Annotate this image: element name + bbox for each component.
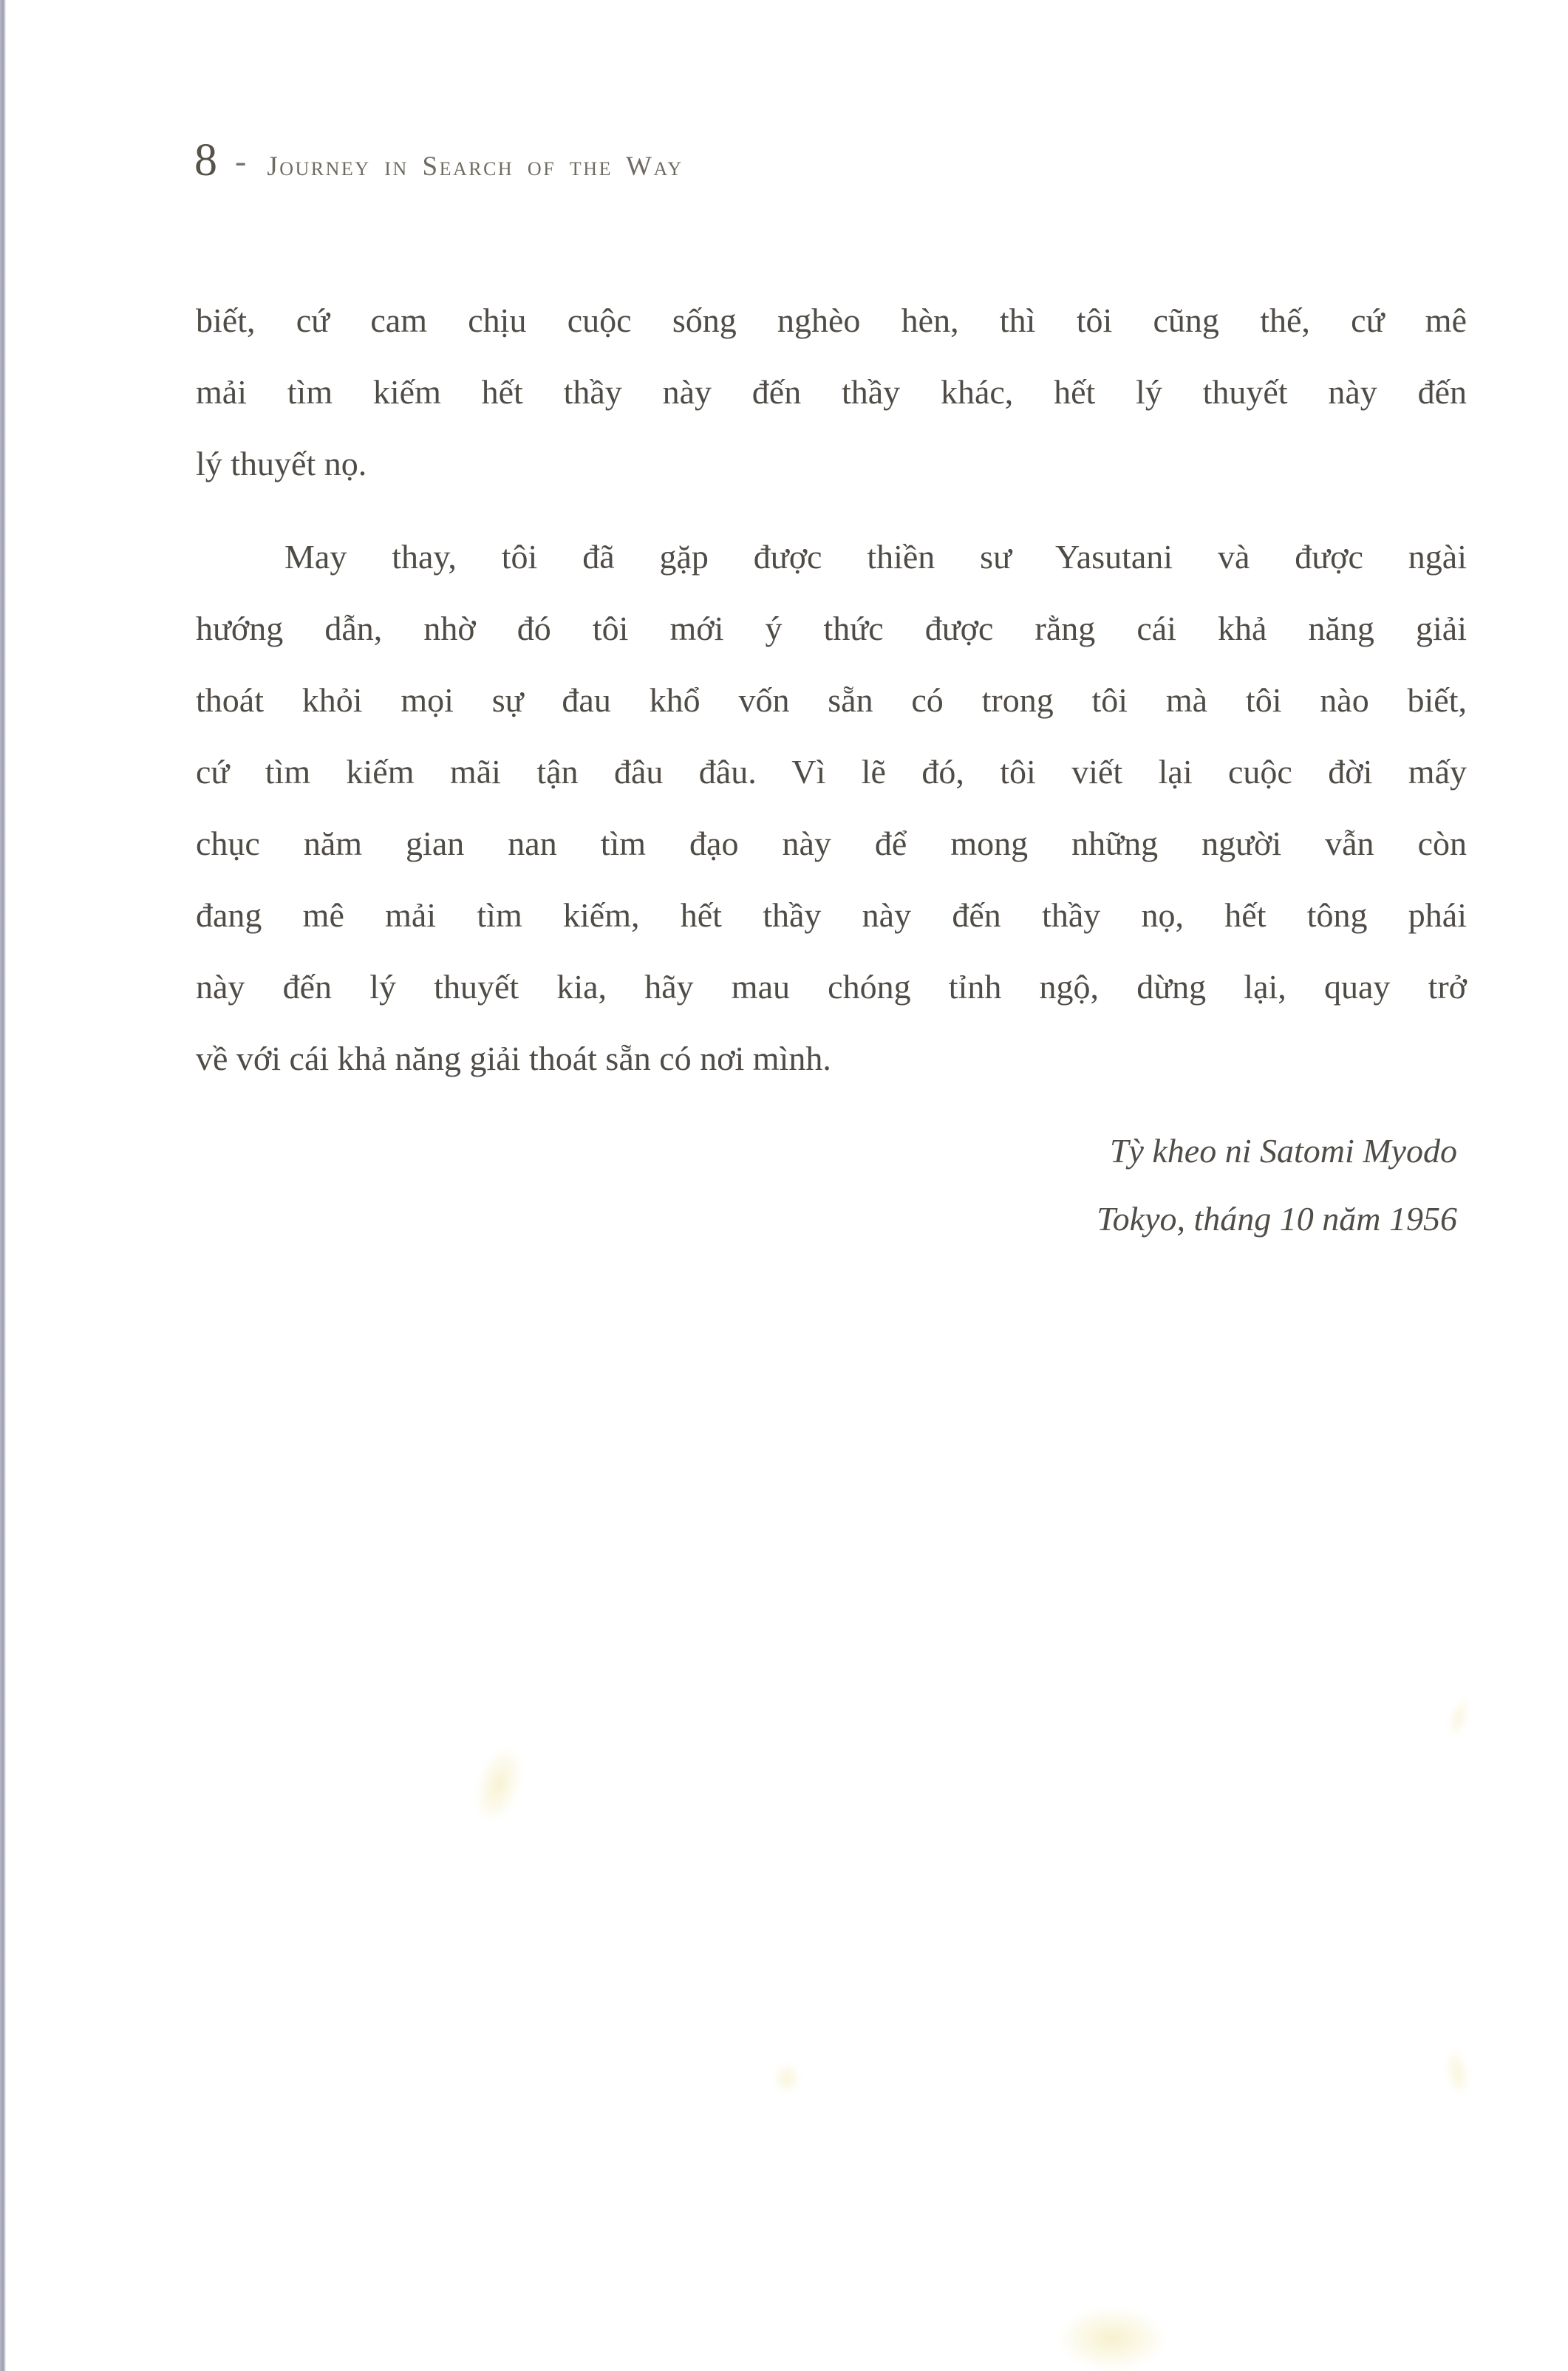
signature-place-date: Tokyo, tháng 10 năm 1956 <box>1097 1200 1457 1238</box>
body-line: hướng dẫn, nhờ đó tôi mới ý thức được rằng cái khả năng giải <box>196 610 1467 647</box>
body-line: cứ tìm kiếm mãi tận đâu đâu. Vì lẽ đó, tôi viết lại cuộc đời mấy <box>196 753 1467 791</box>
page-body <box>196 284 1467 1253</box>
body-line: chục năm gian nan tìm đạo này để mong những người vẫn còn <box>196 825 1467 862</box>
signature-block <box>196 1117 1467 1253</box>
body-line: này đến lý thuyết kia, hãy mau chóng tỉnh ngộ, dừng lại, quay trở <box>196 968 1467 1006</box>
signature-author: Tỳ kheo ni Satomi Myodo <box>1109 1132 1457 1170</box>
scan-edge-strip <box>0 0 6 2371</box>
paper-stain <box>1057 2305 1168 2371</box>
paper-stain <box>1439 2044 1475 2101</box>
paper-stain <box>465 1739 532 1829</box>
body-line: đang mê mải tìm kiếm, hết thầy này đến thầy nọ, hết tông phái <box>196 896 1467 934</box>
body-line: về với cái khả năng giải thoát sẵn có nơi mình. <box>196 1040 831 1077</box>
body-line: mải tìm kiếm hết thầy này đến thầy khác, hết lý thuyết này đến <box>196 373 1467 411</box>
paragraph-1 <box>196 284 1467 499</box>
running-title: Journey in Search of the Way <box>267 151 684 182</box>
paragraph-2 <box>196 521 1467 1094</box>
page-number: 8 <box>194 135 217 185</box>
paper-stain <box>1442 1693 1476 1742</box>
header-dash: - <box>235 142 247 180</box>
paper-stain <box>772 2061 802 2095</box>
body-line: May thay, tôi đã gặp được thiền sư Yasutani và được ngài <box>284 538 1467 576</box>
body-line: lý thuyết nọ. <box>196 445 367 482</box>
body-line: biết, cứ cam chịu cuộc sống nghèo hèn, thì tôi cũng thế, cứ mê <box>196 301 1467 339</box>
body-line: thoát khỏi mọi sự đau khổ vốn sẵn có trong tôi mà tôi nào biết, <box>196 681 1467 719</box>
running-header <box>194 137 684 183</box>
